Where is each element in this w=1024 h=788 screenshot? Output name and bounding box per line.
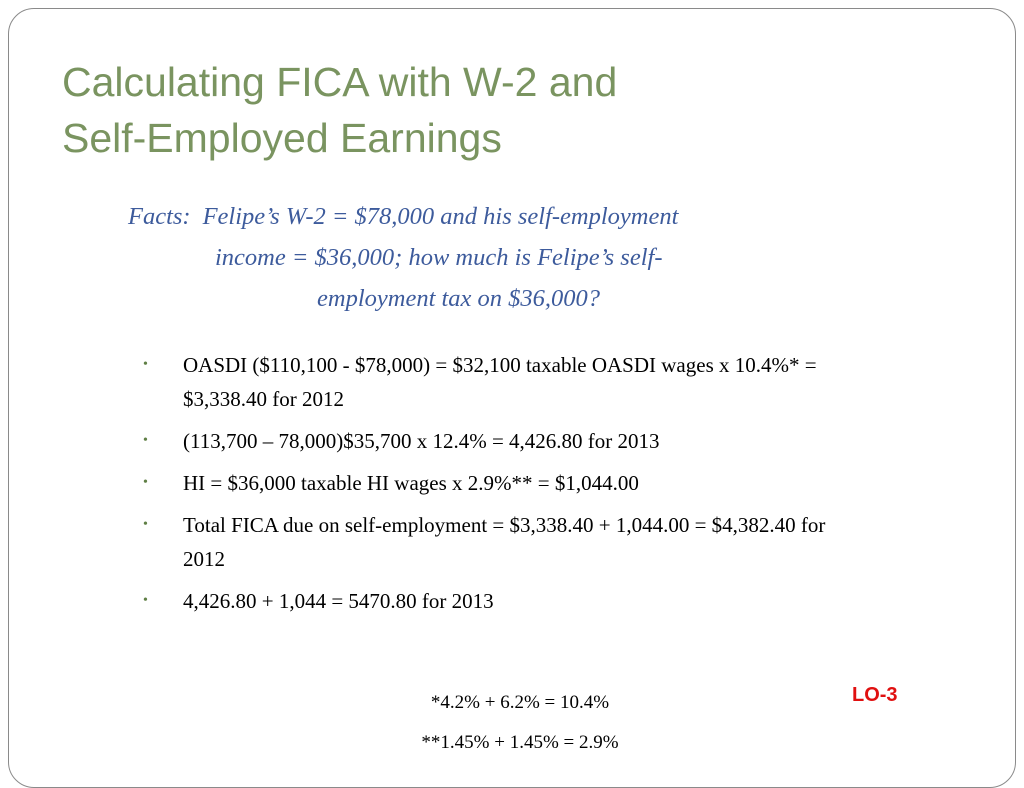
bullet-item	[140, 348, 870, 416]
bullet-text: 4,426.80 + 1,044 = 5470.80 for 2013	[183, 589, 494, 613]
bullet-dot-icon: •	[143, 517, 148, 532]
slide-title	[62, 54, 822, 166]
calculation-bullets	[140, 348, 870, 626]
title-line-1: Calculating FICA with W-2 and	[62, 59, 618, 105]
bullet-dot-icon: •	[143, 433, 148, 448]
bullet-dot-icon: •	[143, 475, 148, 490]
bullet-text: OASDI ($110,100 - $78,000) = $32,100 taxable OASDI wages x 10.4%* = $3,338.40 for 2012	[183, 353, 817, 411]
bullet-item	[140, 424, 870, 458]
footnote-hi-rate: **1.45% + 1.45% = 2.9%	[421, 732, 619, 753]
footnote-oasdi-rate: *4.2% + 6.2% = 10.4%	[430, 692, 610, 713]
facts-line-2: income = $36,000; how much is Felipe’s self-	[215, 244, 663, 271]
bullet-item	[140, 584, 870, 618]
bullet-text: Total FICA due on self-employment = $3,338.40 + 1,044.00 = $4,382.40 for 2012	[183, 513, 826, 571]
facts-text-1: Felipe’s W-2 = $78,000 and his self-employment	[202, 203, 679, 230]
learning-objective-tag: LO-3	[852, 684, 898, 706]
bullet-text: (113,700 – 78,000)$35,700 x 12.4% = 4,426.80 for 2013	[183, 429, 660, 453]
bullet-dot-icon: •	[143, 357, 148, 372]
facts-line-3: employment tax on $36,000?	[317, 285, 601, 312]
bullet-text: HI = $36,000 taxable HI wages x 2.9%** = $1,044.00	[183, 471, 639, 495]
facts-block	[110, 196, 910, 319]
title-line-2: Self-Employed Earnings	[62, 115, 502, 161]
bullet-dot-icon: •	[143, 593, 148, 608]
bullet-item	[140, 508, 870, 576]
bullet-item	[140, 466, 870, 500]
facts-line-1	[110, 196, 910, 237]
facts-label: Facts:	[128, 203, 191, 230]
